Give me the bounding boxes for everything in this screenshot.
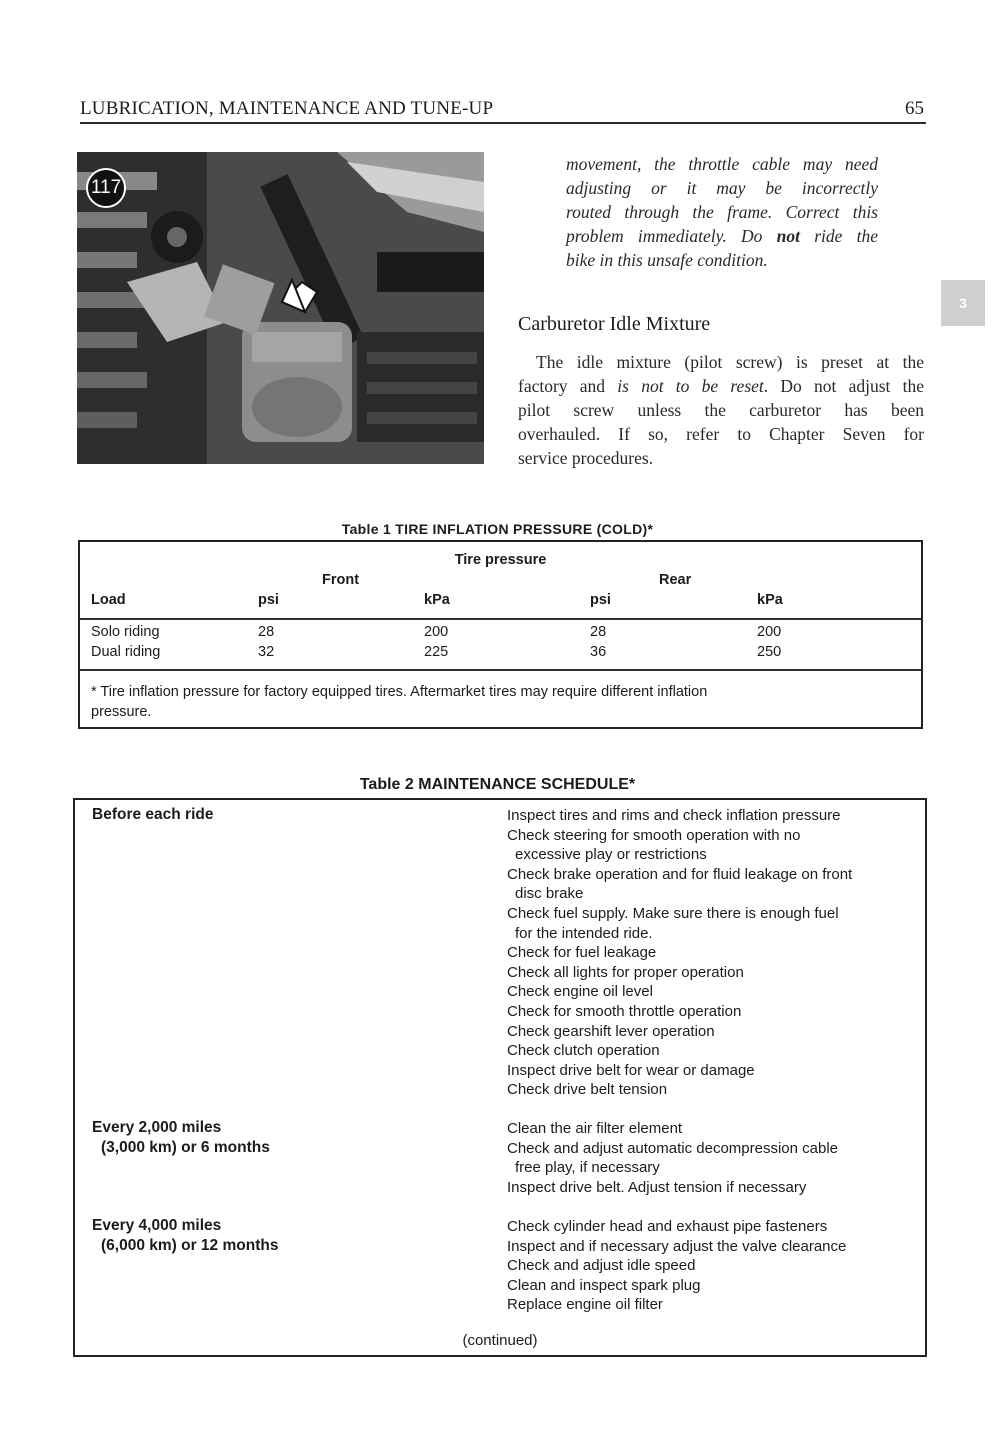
table-cell: 28 (590, 624, 607, 640)
list-item: Check cylinder head and exhaust pipe fasteners (507, 1218, 828, 1235)
text-line: bike in this unsafe condition. (566, 250, 768, 270)
schedule-items (507, 806, 852, 1100)
list-item: Inspect drive belt. Adjust tension if necessary (507, 1178, 807, 1196)
list-item: Check and adjust idle speed (507, 1257, 696, 1275)
table-cell: 200 (757, 624, 782, 640)
interval-label (92, 1216, 278, 1256)
figure-photo (77, 152, 484, 464)
table-cell: Dual riding (91, 644, 161, 660)
text-line: overhauled. If so, refer to Chapter Seven for (518, 424, 924, 444)
text-line: movement, the throttle cable may need (566, 154, 878, 174)
maintenance-schedule-table (73, 798, 927, 1357)
table-footnote: pressure. (91, 704, 152, 720)
schedule-items (507, 1217, 846, 1315)
list-item: Clean the air filter element (507, 1120, 683, 1137)
emphasis-text: is not to be reset (617, 376, 764, 396)
text-line (518, 374, 924, 398)
list-item: Check engine oil level (507, 983, 653, 1001)
text-line: adjusting or it may be incorrectly (566, 178, 878, 198)
column-header: Load (91, 592, 126, 608)
column-header: kPa (757, 592, 783, 608)
text-run: ride the (800, 226, 878, 246)
rear-header: Rear (659, 572, 692, 588)
table-cell: 200 (424, 624, 449, 640)
list-item: Check gearshift lever operation (507, 1022, 715, 1040)
table-rule (80, 669, 921, 671)
group-header: Tire pressure (454, 552, 547, 568)
figure-number-badge: 117 (86, 168, 126, 208)
table-footnote: * Tire inflation pressure for factory equipped tires. Aftermarket tires may require different inflation (91, 684, 708, 700)
table-cell: Solo riding (91, 624, 160, 640)
interval-text: Before each ride (92, 806, 214, 823)
table1-caption: Table 1 TIRE INFLATION PRESSURE (COLD)* (341, 521, 654, 537)
list-item: Inspect drive belt for wear or damage (507, 1061, 755, 1079)
list-item: Check drive belt tension (507, 1081, 668, 1099)
header-rule (80, 122, 926, 124)
text-line: routed through the frame. Correct this (566, 202, 878, 222)
emphasis-text: not (776, 226, 800, 246)
text-run: problem immediately. Do (566, 226, 777, 246)
page-number: 65 (905, 98, 924, 119)
table2-caption: Table 2 MAINTENANCE SCHEDULE* (359, 776, 636, 793)
text-line: The idle mixture (pilot screw) is preset at the (536, 352, 924, 372)
list-item: Check and adjust automatic decompression cable (507, 1139, 839, 1157)
list-item: free play, if necessary (515, 1159, 660, 1177)
interval-text: Every 2,000 miles (92, 1119, 222, 1136)
text-run: . Do not adjust the (763, 376, 924, 396)
chapter-tab: 3 (941, 280, 985, 326)
list-item: Check clutch operation (507, 1042, 660, 1060)
table-cell: 28 (258, 624, 275, 640)
interval-text: (3,000 km) or 6 months (101, 1139, 270, 1156)
list-item: Check for fuel leakage (507, 944, 657, 962)
table-cell: 36 (590, 644, 607, 660)
interval-label (92, 1118, 270, 1158)
section-heading: Carburetor Idle Mixture (518, 313, 711, 335)
carburetor-photo-illustration (77, 152, 484, 464)
table-cell: 32 (258, 644, 275, 660)
column-header: kPa (424, 592, 450, 608)
column-header: psi (590, 592, 611, 608)
column-header: psi (258, 592, 279, 608)
tire-pressure-table (78, 540, 923, 729)
front-header: Front (322, 572, 360, 588)
text-line (566, 224, 878, 248)
schedule-items (507, 1119, 838, 1197)
warning-continuation-paragraph (566, 152, 878, 272)
text-line: service procedures. (518, 448, 654, 468)
table-cell: 225 (424, 644, 449, 660)
list-item: Check fuel supply. Make sure there is enough fuel (507, 904, 839, 922)
list-item: Check steering for smooth operation with no (507, 826, 801, 844)
interval-text: Every 4,000 miles (92, 1217, 222, 1234)
table-cell: 250 (757, 644, 782, 660)
table-rule (80, 618, 921, 620)
running-header-title: LUBRICATION, MAINTENANCE AND TUNE-UP (80, 98, 494, 119)
list-item: Replace engine oil filter (507, 1296, 663, 1314)
text-line: pilot screw unless the carburetor has been (518, 400, 924, 420)
list-item: disc brake (515, 885, 584, 903)
list-item: Check brake operation and for fluid leakage on front (507, 865, 853, 883)
continued-note: (continued) (462, 1332, 538, 1349)
list-item: excessive play or restrictions (515, 846, 707, 864)
interval-label (92, 805, 213, 825)
section-body-paragraph (518, 350, 924, 470)
list-item: Inspect and if necessary adjust the valve clearance (507, 1237, 847, 1255)
list-item: Check for smooth throttle operation (507, 1002, 742, 1020)
list-item: for the intended ride. (515, 924, 653, 942)
text-run: factory and (518, 376, 618, 396)
list-item: Inspect tires and rims and check inflation pressure (507, 807, 841, 824)
list-item: Check all lights for proper operation (507, 963, 744, 981)
list-item: Clean and inspect spark plug (507, 1276, 701, 1294)
interval-text: (6,000 km) or 12 months (101, 1237, 279, 1254)
